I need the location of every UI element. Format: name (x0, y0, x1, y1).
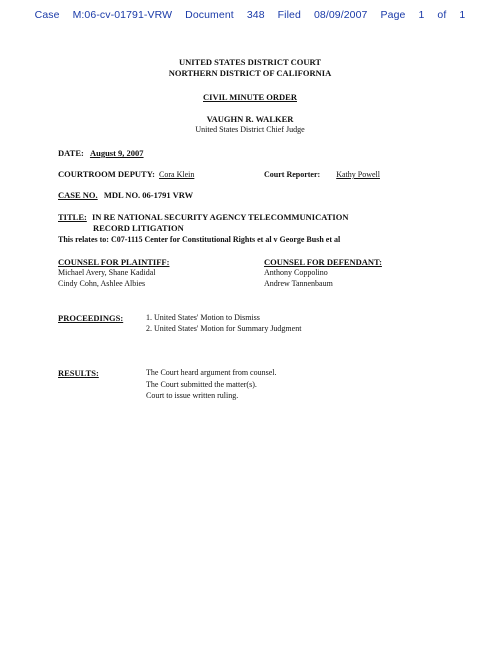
header-document: Document 348 (185, 9, 265, 21)
filing-header (0, 9, 500, 21)
date-row (58, 148, 144, 158)
proceedings-item-1: 1. United States' Motion to Dismiss (146, 313, 260, 322)
date-value: August 9, 2007 (89, 148, 144, 158)
title-label: TITLE: (58, 212, 87, 222)
court-name-line2: NORTHERN DISTRICT OF CALIFORNIA (168, 68, 332, 78)
header-case: Case M:06-cv-01791-VRW (34, 9, 173, 21)
case-number-value: MDL NO. 06-1791 VRW (103, 190, 194, 200)
title-line2: RECORD LITIGATION (93, 223, 184, 233)
reporter-value: Kathy Powell (336, 170, 380, 179)
deputy-label: COURTROOM DEPUTY: (58, 169, 155, 179)
deputy-value: Cora Klein (159, 170, 195, 179)
reporter-row (264, 170, 380, 179)
judge-title: United States District Chief Judge (195, 125, 305, 134)
header-filed: Filed 08/09/2007 (277, 9, 368, 21)
defendant-counsel-line1: Anthony Coppolino (264, 268, 328, 277)
judge-name: VAUGHN R. WALKER (206, 114, 294, 124)
proceedings-label: PROCEEDINGS: (58, 313, 124, 323)
relates-line: This relates to: C07-1115 Center for Constitutional Rights et al v George Bush et al (58, 235, 341, 244)
defendant-counsel-line2: Andrew Tannenbaum (264, 279, 333, 288)
plaintiff-counsel-label: COUNSEL FOR PLAINTIFF: (58, 257, 170, 267)
results-line-3: Court to issue written ruling. (146, 391, 239, 400)
reporter-label: Court Reporter: (264, 170, 321, 179)
header-page: Page 1 of 1 (380, 9, 466, 21)
court-name-line1: UNITED STATES DISTRICT COURT (178, 57, 322, 67)
results-label: RESULTS: (58, 368, 99, 378)
plaintiff-counsel-line2: Cindy Cohn, Ashlee Albies (58, 279, 146, 288)
order-title: CIVIL MINUTE ORDER (203, 92, 297, 102)
plaintiff-counsel-line1: Michael Avery, Shane Kadidal (58, 268, 156, 277)
case-number-label: CASE NO. (58, 190, 98, 200)
deputy-row (58, 169, 194, 179)
case-number-row (58, 190, 193, 200)
title-line1: IN RE NATIONAL SECURITY AGENCY TELECOMMUNICATION (91, 212, 349, 222)
title-row (58, 212, 349, 222)
results-line-2: The Court submitted the matter(s). (146, 380, 257, 389)
results-line-1: The Court heard argument from counsel. (146, 368, 277, 377)
defendant-counsel-label: COUNSEL FOR DEFENDANT: (264, 257, 382, 267)
date-label: DATE: (58, 148, 84, 158)
proceedings-item-2: 2. United States' Motion for Summary Judgment (146, 324, 302, 333)
